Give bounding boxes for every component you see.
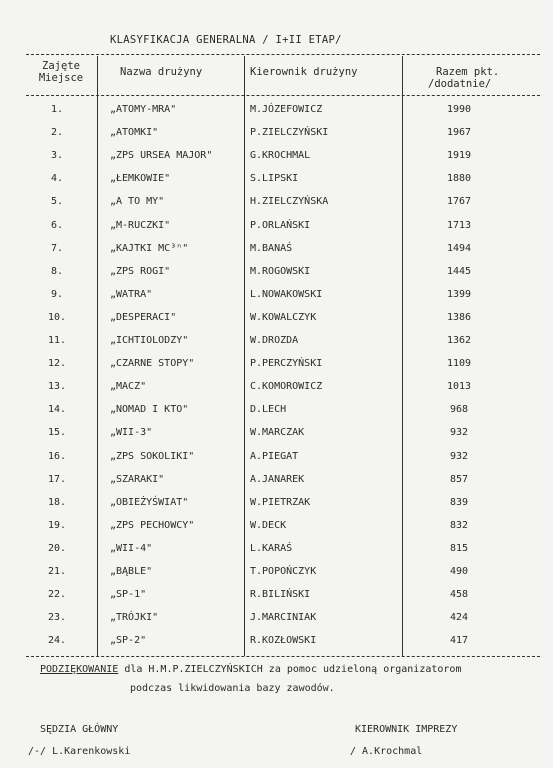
- table-row: [26, 539, 540, 562]
- row-team-leader: A.PIEGAT: [250, 450, 299, 462]
- row-position: 9.: [50, 288, 64, 300]
- row-position: 6.: [50, 219, 64, 231]
- row-position: 10.: [47, 311, 67, 323]
- row-points: 932: [449, 427, 469, 439]
- judge-name: /-/ L.Karenkowski: [28, 746, 131, 757]
- row-team-name: „ICHTIOLODZY": [110, 335, 189, 346]
- row-position: 20.: [47, 542, 67, 554]
- row-position: 24.: [47, 635, 67, 647]
- row-team-leader: W.PIETRZAK: [250, 496, 311, 508]
- row-team-leader: W.DECK: [250, 519, 287, 531]
- table-row: [26, 377, 540, 400]
- thanks-line-1: [40, 664, 461, 675]
- row-points: 1494: [446, 242, 472, 254]
- row-points: 815: [449, 542, 469, 554]
- row-team-leader: P.PERCZYŃSKI: [250, 358, 323, 370]
- row-team-leader: A.JANAREK: [250, 473, 305, 485]
- table-row: [26, 400, 540, 423]
- table-bottom-rule: [26, 656, 540, 657]
- row-points: 1386: [446, 311, 472, 323]
- row-position: 17.: [47, 473, 67, 485]
- row-position: 19.: [47, 519, 67, 531]
- row-team-leader: D.LECH: [250, 404, 287, 416]
- row-team-leader: J.MARCINIAK: [250, 612, 317, 624]
- row-points: 832: [449, 519, 469, 531]
- table-row: [26, 516, 540, 539]
- table-row: [26, 331, 540, 354]
- judge-title: SĘDZIA GŁÓWNY: [40, 724, 119, 735]
- table-row: [26, 631, 540, 654]
- row-team-name: „DESPERACI": [110, 311, 177, 323]
- table-row: [26, 423, 540, 446]
- table-row: [26, 308, 540, 331]
- row-position: 8.: [50, 265, 64, 277]
- row-position: 12.: [47, 358, 67, 370]
- row-points: 1967: [446, 127, 472, 139]
- row-position: 21.: [47, 566, 67, 577]
- row-points: 424: [449, 612, 469, 624]
- row-team-name: „CZARNE STOPY": [110, 358, 195, 370]
- row-team-name: „ZPS PECHOWCY": [110, 519, 195, 531]
- header-team: Nazwa drużyny: [120, 66, 203, 78]
- row-team-name: „ATOMY-MRA": [110, 104, 177, 115]
- table-row: [26, 169, 540, 192]
- header-points-line2: /dodatnie/: [428, 78, 492, 90]
- document-title: KLASYFIKACJA GENERALNA / I+II ETAP/: [110, 34, 342, 46]
- row-team-name: „M-RUCZKI": [110, 219, 171, 231]
- row-team-name: „TRÓJKI": [110, 612, 159, 624]
- row-team-name: „SP-2": [110, 635, 147, 647]
- row-team-leader: M.JÓZEFOWICZ: [250, 104, 323, 115]
- table-row: [26, 146, 540, 169]
- row-team-name: „WATRA": [110, 288, 153, 300]
- table-row: [26, 239, 540, 262]
- row-position: 14.: [47, 404, 67, 416]
- row-position: 13.: [47, 381, 67, 393]
- row-team-leader: H.ZIELCZYŃSKA: [250, 196, 329, 208]
- row-team-name: „NOMAD I KTO": [110, 404, 189, 416]
- row-position: 18.: [47, 496, 67, 508]
- table-row: [26, 192, 540, 215]
- row-points: 417: [449, 635, 469, 647]
- row-points: 1990: [446, 104, 472, 115]
- thanks-line-2: podczas likwidowania bazy zawodów.: [130, 683, 335, 694]
- row-team-name: „SZARAKI": [110, 473, 165, 485]
- table-row: [26, 262, 540, 285]
- manager-name: / A.Krochmal: [350, 746, 423, 757]
- row-team-leader: W.MARCZAK: [250, 427, 305, 439]
- row-team-leader: C.KOMOROWICZ: [250, 381, 323, 393]
- table-row: [26, 470, 540, 493]
- table-row: [26, 216, 540, 239]
- row-points: 1445: [446, 265, 472, 277]
- row-team-leader: P.ORLAŃSKI: [250, 219, 311, 231]
- header-position: [34, 60, 88, 84]
- row-points: 839: [449, 496, 469, 508]
- row-points: 932: [449, 450, 469, 462]
- row-team-name: „OBIEŻYŚWIAT": [110, 496, 189, 508]
- manager-title: KIEROWNIK IMPREZY: [355, 724, 458, 735]
- row-team-name: „ZPS SOKOLIKI": [110, 450, 195, 462]
- row-team-leader: W.KOWALCZYK: [250, 311, 317, 323]
- row-points: 968: [449, 404, 469, 416]
- header-position-line1: Zajęte: [42, 60, 80, 72]
- row-team-leader: G.KROCHMAL: [250, 150, 311, 162]
- row-points: 1880: [446, 173, 472, 185]
- table-row: [26, 585, 540, 608]
- row-points: 1767: [446, 196, 472, 208]
- row-team-name: „ZPS ROGI": [110, 265, 171, 277]
- row-team-leader: L.NOWAKOWSKI: [250, 288, 323, 300]
- row-points: 857: [449, 473, 469, 485]
- row-points: 490: [449, 566, 469, 577]
- row-team-name: „KAJTKI MC³ⁿ": [110, 242, 189, 254]
- row-team-leader: R.BILIŃSKI: [250, 589, 311, 601]
- row-team-name: „ATOMKI": [110, 127, 159, 139]
- row-team-name: „ŁEMKOWIE": [110, 173, 171, 185]
- row-team-name: „WII-4": [110, 542, 153, 554]
- row-team-name: „A TO MY": [110, 196, 165, 208]
- row-points: 1713: [446, 219, 472, 231]
- row-position: 5.: [50, 196, 64, 208]
- header-leader: Kierownik drużyny: [250, 66, 358, 78]
- row-points: 1109: [446, 358, 472, 370]
- table-row: [26, 608, 540, 631]
- row-team-leader: T.POPOŃCZYK: [250, 566, 317, 577]
- header-bottom-rule: [26, 95, 540, 96]
- table-row: [26, 447, 540, 470]
- row-points: 1362: [446, 335, 472, 346]
- row-position: 23.: [47, 612, 67, 624]
- row-team-leader: P.ZIELCZYŃSKI: [250, 127, 329, 139]
- table-row: [26, 493, 540, 516]
- header-points: [428, 66, 528, 90]
- row-position: 22.: [47, 589, 67, 601]
- row-points: 1399: [446, 288, 472, 300]
- table-row: [26, 562, 540, 585]
- row-position: 11.: [47, 335, 67, 346]
- row-position: 7.: [50, 242, 64, 254]
- row-position: 16.: [47, 450, 67, 462]
- row-position: 3.: [50, 150, 64, 162]
- table-row: [26, 123, 540, 146]
- row-team-name: „BĄBLE": [110, 566, 153, 577]
- header-position-line2: Miejsce: [38, 72, 84, 84]
- row-position: 2.: [50, 127, 64, 139]
- row-team-leader: L.KARAŚ: [250, 542, 293, 554]
- row-team-name: „MACZ": [110, 381, 147, 393]
- header-points-line1: Razem pkt.: [436, 66, 500, 78]
- row-team-name: „SP-1": [110, 589, 147, 601]
- row-points: 458: [449, 589, 469, 601]
- row-team-name: „ZPS URSEA MAJOR": [110, 150, 213, 162]
- row-position: 15.: [47, 427, 67, 439]
- table-row: [26, 285, 540, 308]
- table-row: [26, 100, 540, 123]
- row-team-name: „WII-3": [110, 427, 153, 439]
- row-team-leader: M.ROGOWSKI: [250, 265, 311, 277]
- thanks-word: PODZIĘKOWANIE: [40, 664, 119, 675]
- row-team-leader: M.BANAŚ: [250, 242, 293, 254]
- row-team-leader: R.KOZŁOWSKI: [250, 635, 317, 647]
- row-points: 1919: [446, 150, 472, 162]
- thanks-text-1: dla H.M.P.ZIELCZYŃSKICH za pomoc udzieloną organizatorom: [124, 664, 462, 675]
- table-top-rule: [26, 54, 540, 55]
- row-points: 1013: [446, 381, 472, 393]
- table-row: [26, 354, 540, 377]
- row-team-leader: S.LIPSKI: [250, 173, 299, 185]
- row-position: 1.: [50, 104, 64, 115]
- row-position: 4.: [50, 173, 64, 185]
- row-team-leader: W.DROZDA: [250, 335, 299, 346]
